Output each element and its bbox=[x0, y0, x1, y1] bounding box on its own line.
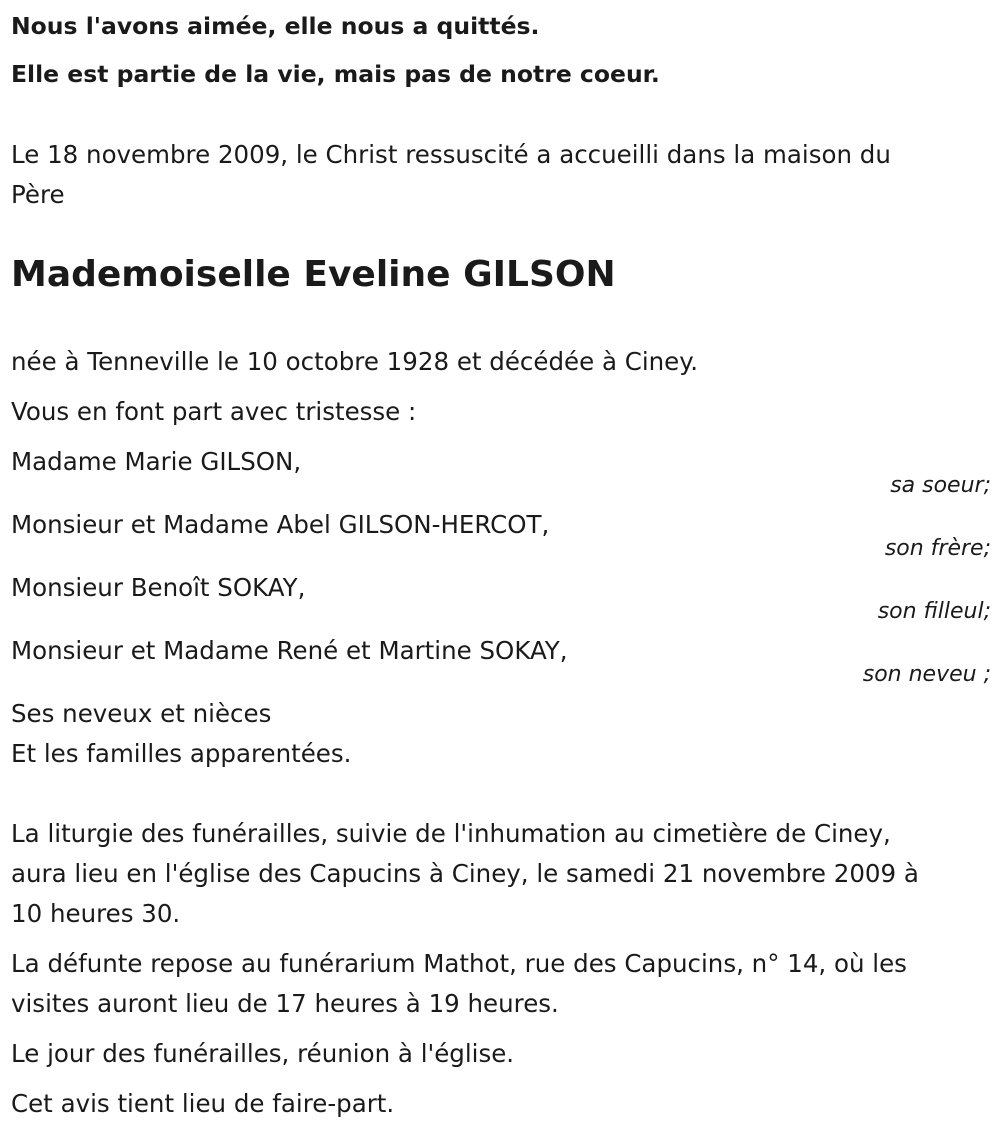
announcer-relation: sa soeur; bbox=[890, 473, 991, 498]
meeting-line: Le jour des funérailles, réunion à l'église. bbox=[11, 1039, 515, 1068]
announcer-name: Madame Marie GILSON, bbox=[11, 447, 302, 476]
announcer-name: Monsieur Benoît SOKAY, bbox=[11, 573, 306, 602]
liturgy-line-3: 10 heures 30. bbox=[11, 899, 181, 928]
announcer-relation: son filleul; bbox=[877, 599, 991, 624]
repose-line-1: La défunte repose au funérarium Mathot, rue des Capucins, n° 14, où les bbox=[11, 949, 907, 978]
announcer-name: Monsieur et Madame René et Martine SOKAY, bbox=[11, 636, 568, 665]
notice-line: Cet avis tient lieu de faire-part. bbox=[11, 1089, 395, 1118]
header-line-1: Nous l'avons aimée, elle nous a quittés. bbox=[11, 12, 540, 40]
intro-line-1: Le 18 novembre 2009, le Christ ressuscité a accueilli dans la maison du bbox=[11, 140, 891, 169]
liturgy-line-2: aura lieu en l'église des Capucins à Ciney, le samedi 21 novembre 2009 à bbox=[11, 859, 919, 888]
deceased-name: Mademoiselle Eveline GILSON bbox=[11, 254, 616, 295]
others-line-1: Ses neveux et nièces bbox=[11, 699, 272, 728]
repose-line-2: visites auront lieu de 17 heures à 19 heures. bbox=[11, 989, 559, 1018]
intro-line-2: Père bbox=[11, 180, 65, 209]
announcer-relation: son frère; bbox=[884, 536, 991, 561]
announcer-name: Monsieur et Madame Abel GILSON-HERCOT, bbox=[11, 510, 550, 539]
header-line-2: Elle est partie de la vie, mais pas de notre coeur. bbox=[11, 60, 660, 88]
announcer-relation: son neveu ; bbox=[862, 662, 991, 687]
announcers-intro: Vous en font part avec tristesse : bbox=[11, 397, 417, 426]
birth-death-line: née à Tenneville le 10 octobre 1928 et décédée à Ciney. bbox=[11, 347, 699, 376]
others-line-2: Et les familles apparentées. bbox=[11, 739, 352, 768]
liturgy-line-1: La liturgie des funérailles, suivie de l'inhumation au cimetière de Ciney, bbox=[11, 819, 891, 848]
